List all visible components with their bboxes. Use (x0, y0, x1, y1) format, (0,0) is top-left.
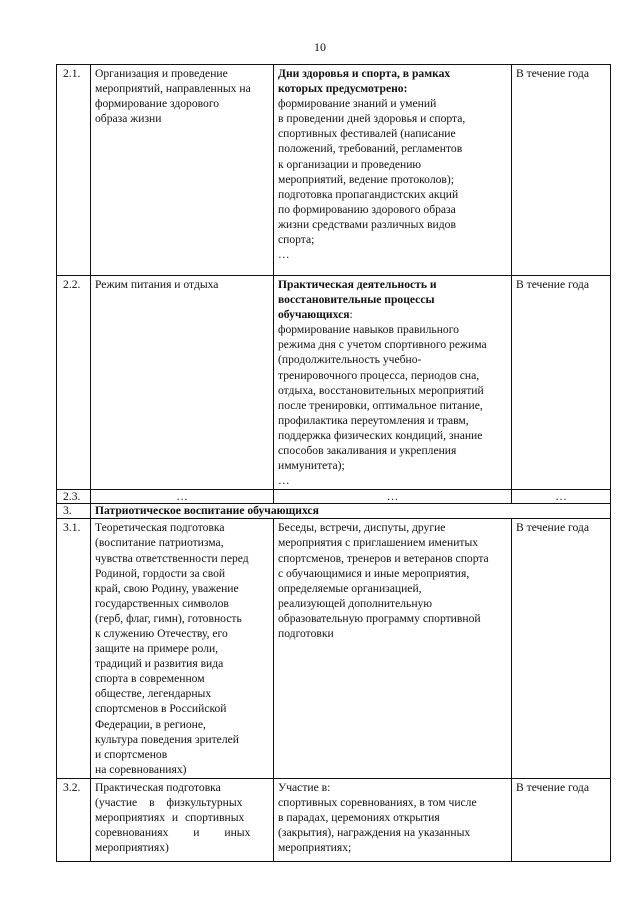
ellipsis: … (278, 474, 290, 488)
text-line: Теоретическая подготовка (95, 521, 225, 535)
content-heading: обучающихся (278, 308, 350, 322)
text-line: по формированию здорового образа (278, 202, 456, 216)
period-cell: В течение года (512, 778, 611, 861)
table-row-3-1 (57, 519, 611, 779)
period-cell: В течение года (512, 65, 611, 276)
text-line: мероприятиях; (278, 841, 352, 855)
content-cell: … (274, 490, 512, 504)
text-line: традиций и развития вида (95, 657, 224, 671)
table-row-2-2 (57, 276, 611, 490)
text-line: к организации и проведению (278, 157, 422, 171)
text-line: жизни средствами различных видов (278, 217, 456, 231)
text-line: мероприятий, ведение протоколов); (278, 172, 454, 186)
period-cell: В течение года (512, 276, 611, 490)
direction-cell: … (91, 490, 274, 504)
text-line: положений, требований, регламентов (278, 142, 463, 156)
text-line: край, свою Родину, уважение (95, 581, 239, 595)
text-line: Участие в: (278, 780, 331, 794)
text-line: спорта; (278, 233, 315, 247)
text-line: спортсменов в Российской (95, 702, 227, 716)
text-line: подготовки (278, 626, 334, 640)
table-row-2-1 (57, 65, 611, 276)
text-line: с обучающимися и иные мероприятия, (278, 566, 470, 580)
content-heading: Дни здоровья и спорта, в рамках (278, 67, 451, 80)
direction-cell (91, 778, 274, 861)
period-cell: В течение года (512, 519, 611, 779)
text-line: (герб, флаг, гимн), готовность (95, 611, 242, 625)
content-heading: которых предусмотрено: (278, 82, 408, 96)
text-line: Практическая подготовка (95, 780, 221, 794)
text-line: в проведении дней здоровья и спорта, (278, 112, 466, 126)
row-number: 2.1. (57, 65, 91, 276)
section-number: 3. (57, 504, 91, 519)
content-heading: Практическая деятельность и (278, 278, 437, 291)
text-line: образа жизни (95, 112, 162, 126)
text-line: соревнованиях и иных (95, 826, 251, 840)
section-row-3 (57, 504, 611, 519)
text-line: подготовка пропагандистских акций (278, 187, 459, 201)
text-line: мероприятий, направленных на (95, 82, 251, 96)
text-line: формирование знаний и умений (278, 97, 437, 111)
text-line: отдыха, восстановительных мероприятий (278, 383, 484, 397)
content-cell (274, 276, 512, 490)
text-line: к служению Отечеству, его (95, 626, 228, 640)
page-number: 10 (314, 40, 326, 54)
content-cell (274, 519, 512, 779)
text-line: режима дня с учетом спортивного режима (278, 338, 487, 352)
content-cell (274, 65, 512, 276)
direction-cell (91, 65, 274, 276)
text-line: защите на примере роли, (95, 642, 219, 656)
text-line: обществе, легендарных (95, 687, 212, 701)
period-cell: … (512, 490, 611, 504)
colon: : (349, 308, 353, 322)
text-line: профилактика переутомления и травм, (278, 413, 469, 427)
text-line: тренировочного процесса, периодов сна, (278, 368, 480, 382)
text-line: Беседы, встречи, диспуты, другие (278, 521, 446, 535)
text-line: чувства ответственности перед (95, 551, 249, 565)
row-number: 2.3. (57, 490, 91, 504)
text-line: Федерации, в регионе, (95, 717, 206, 731)
text-line: спортивных соревнованиях, в том числе (278, 796, 477, 809)
table-row-3-2 (57, 778, 611, 861)
text-line: реализующей дополнительную (278, 596, 432, 610)
text-line: спортивных фестивалей (написание (278, 127, 456, 141)
text-line: спорта в современном (95, 672, 205, 686)
text-line: и спортсменов (95, 747, 168, 761)
text-line: (участие в физкультурных (95, 796, 243, 809)
text-line: спортсменов, тренеров и ветеранов спорта (278, 551, 489, 565)
table-row-2-3 (57, 490, 611, 504)
text-line: на соревнованиях) (95, 762, 187, 776)
section-title: Патриотическое воспитание обучающихся (91, 504, 611, 519)
text-line: иммунитета); (278, 459, 345, 473)
direction-cell (91, 519, 274, 779)
text-line: (закрытия), награждения на указанных (278, 826, 471, 840)
text-line: определяемые организацией, (278, 581, 422, 595)
row-number: 3.1. (57, 519, 91, 779)
text-line: в парадах, церемониях открытия (278, 811, 440, 825)
text-line: Родиной, гордости за свой (95, 566, 226, 580)
text-line: государственных символов (95, 596, 229, 610)
text-line: культура поведения зрителей (95, 732, 239, 746)
content-heading: восстановительные процессы (278, 293, 435, 307)
text-line: (продолжительность учебно- (278, 353, 422, 367)
row-number: 3.2. (57, 778, 91, 861)
text-line: мероприятия с приглашением именитых (278, 536, 479, 550)
text-line: способов закаливания и укрепления (278, 444, 457, 458)
text-line: (воспитание патриотизма, (95, 536, 224, 550)
plan-table (56, 64, 611, 862)
text-line: образовательную программу спортивной (278, 611, 481, 625)
content-cell (274, 778, 512, 861)
row-number: 2.2. (57, 276, 91, 490)
text-line: мероприятиях) (95, 841, 169, 855)
text-line: поддержка физических кондиций, знание (278, 428, 483, 442)
ellipsis: … (278, 248, 290, 262)
text-line: после тренировки, оптимальное питание, (278, 398, 483, 412)
text-line: формирование здорового (95, 97, 220, 111)
direction-cell (91, 276, 274, 490)
text-line: Режим питания и отдыха (95, 278, 219, 291)
text-line: формирование навыков правильного (278, 323, 459, 337)
text-line: Организация и проведение (95, 67, 228, 80)
text-line: мероприятиях и спортивных (95, 811, 245, 825)
